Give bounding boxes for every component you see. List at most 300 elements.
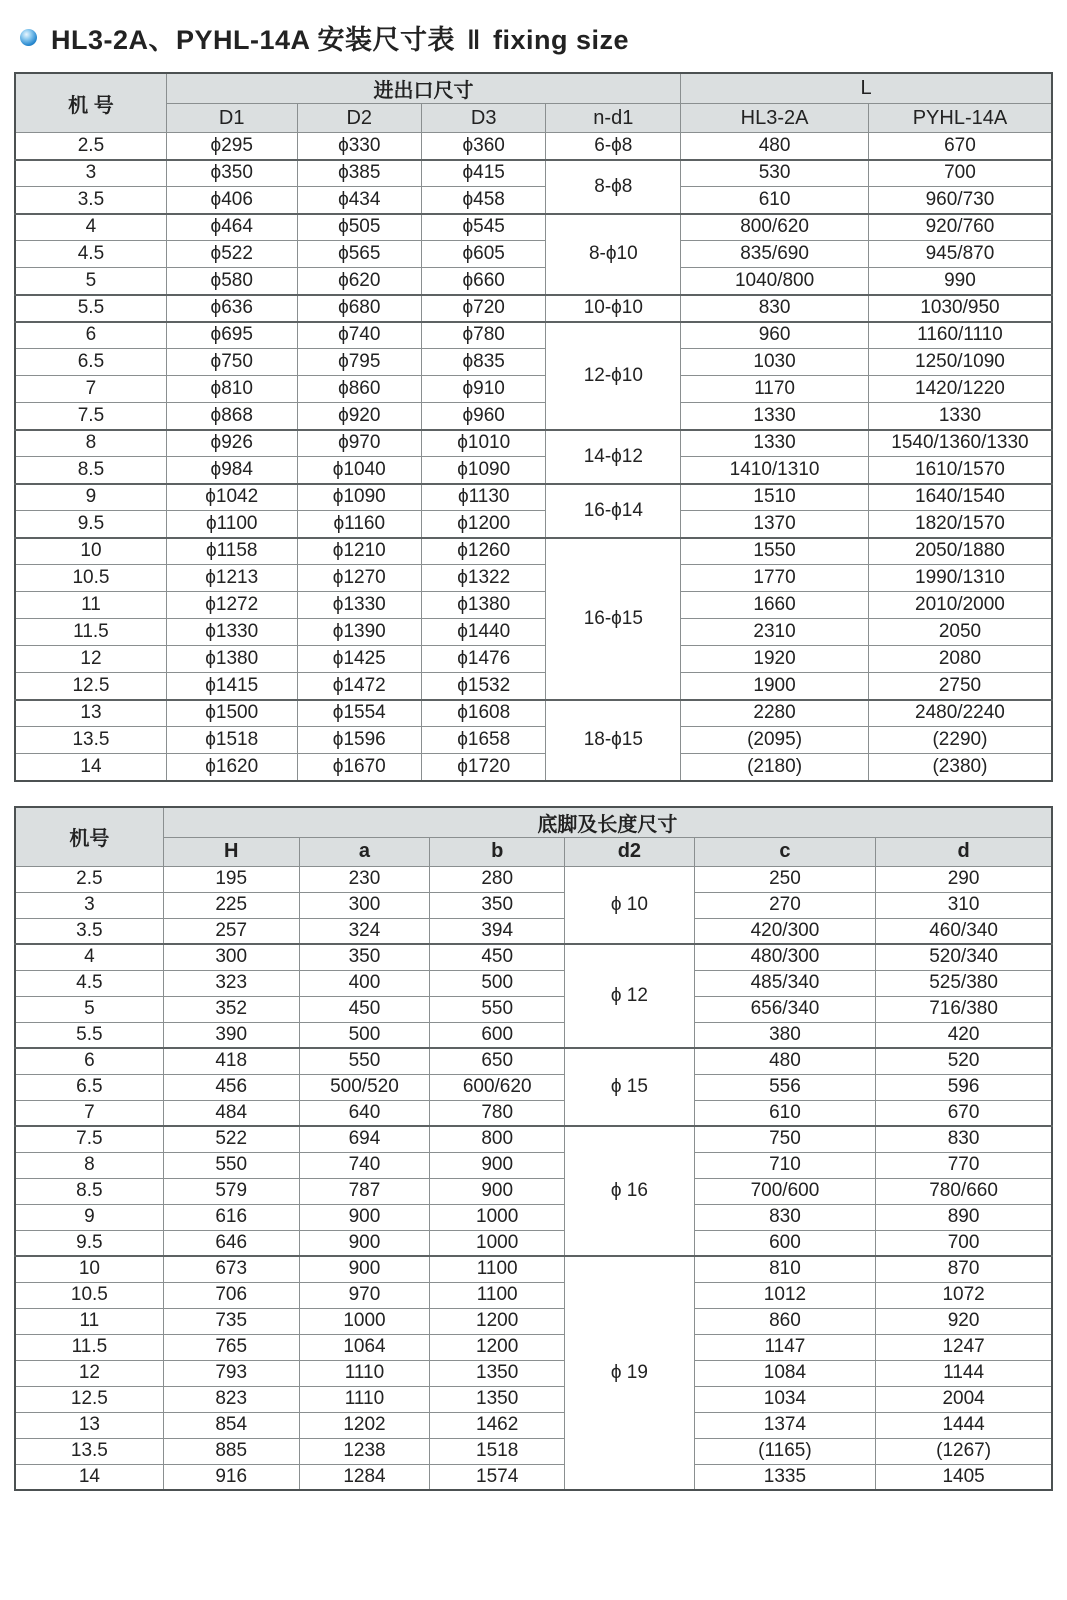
cell-d1: ϕ1158 (166, 538, 297, 565)
cell-d3: ϕ1260 (421, 538, 545, 565)
cell-d3: ϕ1130 (421, 484, 545, 511)
header-b: b (430, 837, 565, 866)
cell-l1: 1900 (681, 673, 869, 700)
cell-d1: ϕ695 (166, 322, 297, 349)
cell-c: 710 (694, 1152, 875, 1178)
header-d2: D2 (297, 104, 421, 133)
cell-l1: 1170 (681, 376, 869, 403)
cell-d2-group: ϕ 15 (565, 1048, 695, 1126)
cell-b: 500 (430, 970, 565, 996)
cell-b: 1350 (430, 1360, 565, 1386)
cell-b: 1100 (430, 1282, 565, 1308)
header-machine-no: 机 号 (15, 73, 166, 133)
cell-d1: ϕ1330 (166, 619, 297, 646)
cell-no: 10.5 (15, 565, 166, 592)
table-row (15, 565, 1052, 592)
cell-d3: ϕ458 (421, 187, 545, 214)
cell-d: 890 (876, 1204, 1052, 1230)
cell-d2: ϕ740 (297, 322, 421, 349)
cell-h: 916 (163, 1464, 299, 1490)
title-main: HL3-2A、PYHL-14A 安装尺寸表 (51, 25, 456, 55)
cell-no: 8 (15, 430, 166, 457)
table-row (15, 349, 1052, 376)
header-l: L (681, 73, 1052, 104)
cell-d3: ϕ1380 (421, 592, 545, 619)
cell-no: 9 (15, 1204, 163, 1230)
table-row (15, 1308, 1052, 1334)
cell-no: 6.5 (15, 1074, 163, 1100)
cell-l2: 2080 (868, 646, 1052, 673)
cell-d1: ϕ1100 (166, 511, 297, 538)
cell-nd1-group: 14-ϕ12 (546, 430, 681, 484)
table-row (15, 268, 1052, 295)
cell-l2: 1640/1540 (868, 484, 1052, 511)
cell-h: 579 (163, 1178, 299, 1204)
cell-d2-group: ϕ 16 (565, 1126, 695, 1256)
cell-a: 450 (299, 996, 430, 1022)
cell-d: 1444 (876, 1412, 1052, 1438)
cell-d2: ϕ1472 (297, 673, 421, 700)
cell-h: 706 (163, 1282, 299, 1308)
table-row (15, 970, 1052, 996)
cell-d1: ϕ1042 (166, 484, 297, 511)
cell-d3: ϕ720 (421, 295, 545, 322)
cell-c: 480/300 (694, 944, 875, 970)
table-row (15, 727, 1052, 754)
cell-a: 694 (299, 1126, 430, 1152)
cell-c: 810 (694, 1256, 875, 1282)
cell-l2: (2380) (868, 754, 1052, 781)
cell-h: 418 (163, 1048, 299, 1074)
cell-nd1-group: 10-ϕ10 (546, 295, 681, 322)
table-header-row (15, 807, 1052, 838)
cell-c: 270 (694, 892, 875, 918)
cell-d3: ϕ960 (421, 403, 545, 430)
cell-c: (1165) (694, 1438, 875, 1464)
cell-b: 1350 (430, 1386, 565, 1412)
cell-b: 1200 (430, 1334, 565, 1360)
cell-c: 485/340 (694, 970, 875, 996)
header-c: c (694, 837, 875, 866)
table-row (15, 538, 1052, 565)
cell-a: 230 (299, 866, 430, 892)
table-row (15, 1438, 1052, 1464)
cell-no: 5.5 (15, 1022, 163, 1048)
cell-no: 13.5 (15, 1438, 163, 1464)
cell-no: 4.5 (15, 970, 163, 996)
cell-l1: 530 (681, 160, 869, 187)
cell-l1: 800/620 (681, 214, 869, 241)
cell-nd1-group: 18-ϕ15 (546, 700, 681, 781)
cell-c: 750 (694, 1126, 875, 1152)
cell-no: 12 (15, 1360, 163, 1386)
cell-no: 10.5 (15, 1282, 163, 1308)
table-row (15, 376, 1052, 403)
cell-nd1-group: 6-ϕ8 (546, 133, 681, 160)
cell-d: 1144 (876, 1360, 1052, 1386)
cell-b: 1000 (430, 1204, 565, 1230)
cell-d2: ϕ385 (297, 160, 421, 187)
cell-d: 1405 (876, 1464, 1052, 1490)
cell-d1: ϕ1518 (166, 727, 297, 754)
table-row (15, 187, 1052, 214)
table-row (15, 1178, 1052, 1204)
cell-no: 7.5 (15, 1126, 163, 1152)
cell-d3: ϕ545 (421, 214, 545, 241)
table-row (15, 295, 1052, 322)
table-row (15, 1230, 1052, 1256)
table-row (15, 1334, 1052, 1360)
cell-d1: ϕ984 (166, 457, 297, 484)
cell-c: 610 (694, 1100, 875, 1126)
cell-l2: 960/730 (868, 187, 1052, 214)
cell-l1: 2280 (681, 700, 869, 727)
cell-no: 12.5 (15, 673, 166, 700)
cell-no: 7.5 (15, 403, 166, 430)
cell-l2: (2290) (868, 727, 1052, 754)
cell-d1: ϕ1380 (166, 646, 297, 673)
table-row (15, 403, 1052, 430)
cell-d2: ϕ680 (297, 295, 421, 322)
cell-d1: ϕ295 (166, 133, 297, 160)
cell-h: 854 (163, 1412, 299, 1438)
cell-d1: ϕ810 (166, 376, 297, 403)
cell-d: 520 (876, 1048, 1052, 1074)
cell-d3: ϕ1322 (421, 565, 545, 592)
cell-no: 5 (15, 268, 166, 295)
table-row (15, 457, 1052, 484)
cell-no: 8 (15, 1152, 163, 1178)
cell-no: 9.5 (15, 1230, 163, 1256)
cell-l1: 960 (681, 322, 869, 349)
title-sub: fixing size (492, 25, 630, 55)
cell-c: 1335 (694, 1464, 875, 1490)
table-row (15, 430, 1052, 457)
cell-c: 700/600 (694, 1178, 875, 1204)
cell-d3: ϕ835 (421, 349, 545, 376)
cell-d2: ϕ1670 (297, 754, 421, 781)
cell-h: 195 (163, 866, 299, 892)
cell-d: 870 (876, 1256, 1052, 1282)
cell-d: 920 (876, 1308, 1052, 1334)
cell-d3: ϕ1658 (421, 727, 545, 754)
cell-l2: 1030/950 (868, 295, 1052, 322)
cell-nd1-group: 8-ϕ8 (546, 160, 681, 214)
cell-l1: 1770 (681, 565, 869, 592)
table-row (15, 754, 1052, 781)
cell-h: 793 (163, 1360, 299, 1386)
cell-b: 394 (430, 918, 565, 944)
cell-d3: ϕ1440 (421, 619, 545, 646)
cell-l2: 1250/1090 (868, 349, 1052, 376)
cell-b: 1100 (430, 1256, 565, 1282)
cell-a: 1064 (299, 1334, 430, 1360)
cell-no: 3 (15, 160, 166, 187)
cell-no: 7 (15, 376, 166, 403)
cell-b: 900 (430, 1178, 565, 1204)
cell-b: 550 (430, 996, 565, 1022)
cell-h: 522 (163, 1126, 299, 1152)
cell-b: 600 (430, 1022, 565, 1048)
cell-c: 1034 (694, 1386, 875, 1412)
cell-b: 280 (430, 866, 565, 892)
cell-d: 460/340 (876, 918, 1052, 944)
cell-l2: 700 (868, 160, 1052, 187)
cell-d3: ϕ415 (421, 160, 545, 187)
cell-no: 9 (15, 484, 166, 511)
cell-l2: 670 (868, 133, 1052, 160)
cell-b: 780 (430, 1100, 565, 1126)
cell-a: 550 (299, 1048, 430, 1074)
header-d3: D3 (421, 104, 545, 133)
cell-no: 4.5 (15, 241, 166, 268)
cell-d1: ϕ1620 (166, 754, 297, 781)
header-inlet-outlet-size: 进出口尺寸 (166, 73, 680, 104)
cell-l2: 1160/1110 (868, 322, 1052, 349)
table-row (15, 592, 1052, 619)
cell-no: 12.5 (15, 1386, 163, 1412)
header-h: H (163, 837, 299, 866)
cell-b: 1000 (430, 1230, 565, 1256)
header-pyhl-14a: PYHL-14A (868, 104, 1052, 133)
cell-l2: 1990/1310 (868, 565, 1052, 592)
cell-l2: 2480/2240 (868, 700, 1052, 727)
cell-d3: ϕ910 (421, 376, 545, 403)
cell-d: 700 (876, 1230, 1052, 1256)
cell-d1: ϕ636 (166, 295, 297, 322)
cell-d2: ϕ920 (297, 403, 421, 430)
cell-h: 885 (163, 1438, 299, 1464)
cell-d: 520/340 (876, 944, 1052, 970)
cell-a: 324 (299, 918, 430, 944)
cell-c: 1084 (694, 1360, 875, 1386)
cell-d2: ϕ795 (297, 349, 421, 376)
cell-d: 525/380 (876, 970, 1052, 996)
cell-b: 800 (430, 1126, 565, 1152)
cell-d: 310 (876, 892, 1052, 918)
cell-h: 257 (163, 918, 299, 944)
page-header (20, 18, 1053, 57)
table-row (15, 1152, 1052, 1178)
table-row (15, 944, 1052, 970)
cell-a: 970 (299, 1282, 430, 1308)
table-subheader-row (15, 837, 1052, 866)
cell-d1: ϕ1272 (166, 592, 297, 619)
cell-no: 5 (15, 996, 163, 1022)
table-row (15, 892, 1052, 918)
cell-b: 450 (430, 944, 565, 970)
cell-h: 323 (163, 970, 299, 996)
cell-d2: ϕ1596 (297, 727, 421, 754)
cell-h: 673 (163, 1256, 299, 1282)
cell-d2: ϕ1390 (297, 619, 421, 646)
cell-d3: ϕ605 (421, 241, 545, 268)
cell-c: 1374 (694, 1412, 875, 1438)
cell-d1: ϕ350 (166, 160, 297, 187)
cell-d: (1267) (876, 1438, 1052, 1464)
cell-no: 14 (15, 754, 166, 781)
table-header-row (15, 73, 1052, 104)
header-d1: D1 (166, 104, 297, 133)
cell-l1: 1550 (681, 538, 869, 565)
cell-b: 1518 (430, 1438, 565, 1464)
cell-l1: 835/690 (681, 241, 869, 268)
header-d2: d2 (565, 837, 695, 866)
cell-a: 900 (299, 1204, 430, 1230)
cell-nd1-group: 16-ϕ15 (546, 538, 681, 700)
table-row (15, 866, 1052, 892)
table-row (15, 214, 1052, 241)
table-row (15, 160, 1052, 187)
cell-h: 616 (163, 1204, 299, 1230)
cell-d: 830 (876, 1126, 1052, 1152)
cell-d2: ϕ1090 (297, 484, 421, 511)
cell-d2: ϕ1270 (297, 565, 421, 592)
cell-l2: 2010/2000 (868, 592, 1052, 619)
cell-d2: ϕ1554 (297, 700, 421, 727)
cell-d: 290 (876, 866, 1052, 892)
cell-l1: 1660 (681, 592, 869, 619)
cell-d1: ϕ1213 (166, 565, 297, 592)
table-row (15, 511, 1052, 538)
cell-l2: 1540/1360/1330 (868, 430, 1052, 457)
cell-d: 670 (876, 1100, 1052, 1126)
cell-no: 6 (15, 322, 166, 349)
cell-h: 823 (163, 1386, 299, 1412)
cell-h: 456 (163, 1074, 299, 1100)
cell-l1: (2095) (681, 727, 869, 754)
cell-no: 11.5 (15, 619, 166, 646)
cell-d1: ϕ868 (166, 403, 297, 430)
cell-a: 1000 (299, 1308, 430, 1334)
cell-c: 1012 (694, 1282, 875, 1308)
cell-d: 2004 (876, 1386, 1052, 1412)
cell-b: 900 (430, 1152, 565, 1178)
table-row (15, 918, 1052, 944)
cell-d3: ϕ1476 (421, 646, 545, 673)
cell-no: 5.5 (15, 295, 166, 322)
cell-l2: 1330 (868, 403, 1052, 430)
cell-b: 600/620 (430, 1074, 565, 1100)
cell-d2: ϕ1040 (297, 457, 421, 484)
cell-l2: 1610/1570 (868, 457, 1052, 484)
cell-l1: 1330 (681, 403, 869, 430)
cell-d3: ϕ780 (421, 322, 545, 349)
cell-no: 2.5 (15, 133, 166, 160)
cell-c: 860 (694, 1308, 875, 1334)
cell-l2: 945/870 (868, 241, 1052, 268)
cell-a: 1110 (299, 1386, 430, 1412)
cell-c: 1147 (694, 1334, 875, 1360)
cell-d3: ϕ1532 (421, 673, 545, 700)
table-subheader-row (15, 104, 1052, 133)
table-row (15, 1022, 1052, 1048)
cell-no: 13 (15, 700, 166, 727)
cell-nd1-group: 8-ϕ10 (546, 214, 681, 295)
blue-dot-icon (20, 29, 37, 46)
cell-h: 765 (163, 1334, 299, 1360)
cell-d3: ϕ1608 (421, 700, 545, 727)
cell-d2: ϕ505 (297, 214, 421, 241)
cell-a: 300 (299, 892, 430, 918)
cell-d1: ϕ522 (166, 241, 297, 268)
table-row (15, 1048, 1052, 1074)
cell-a: 900 (299, 1230, 430, 1256)
cell-d2: ϕ1425 (297, 646, 421, 673)
cell-l1: 1410/1310 (681, 457, 869, 484)
cell-d1: ϕ926 (166, 430, 297, 457)
table-row (15, 1412, 1052, 1438)
table-row (15, 1464, 1052, 1490)
cell-l2: 920/760 (868, 214, 1052, 241)
cell-no: 7 (15, 1100, 163, 1126)
cell-no: 13.5 (15, 727, 166, 754)
cell-d1: ϕ464 (166, 214, 297, 241)
cell-no: 11 (15, 592, 166, 619)
cell-d2: ϕ620 (297, 268, 421, 295)
table-row (15, 1074, 1052, 1100)
cell-a: 787 (299, 1178, 430, 1204)
cell-no: 14 (15, 1464, 163, 1490)
cell-d2: ϕ860 (297, 376, 421, 403)
cell-a: 1110 (299, 1360, 430, 1386)
cell-l2: 990 (868, 268, 1052, 295)
cell-c: 600 (694, 1230, 875, 1256)
cell-no: 8.5 (15, 1178, 163, 1204)
cell-no: 10 (15, 1256, 163, 1282)
cell-no: 3.5 (15, 918, 163, 944)
title-divider-icon: ‖ (467, 25, 481, 55)
cell-no: 4 (15, 944, 163, 970)
cell-d2: ϕ1330 (297, 592, 421, 619)
cell-no: 6.5 (15, 349, 166, 376)
cell-no: 4 (15, 214, 166, 241)
table-row (15, 619, 1052, 646)
cell-h: 646 (163, 1230, 299, 1256)
cell-no: 3 (15, 892, 163, 918)
cell-d: 716/380 (876, 996, 1052, 1022)
cell-no: 11.5 (15, 1334, 163, 1360)
table-row (15, 1100, 1052, 1126)
table-row (15, 241, 1052, 268)
cell-l2: 2050/1880 (868, 538, 1052, 565)
cell-d1: ϕ750 (166, 349, 297, 376)
cell-l2: 2750 (868, 673, 1052, 700)
cell-a: 350 (299, 944, 430, 970)
cell-no: 12 (15, 646, 166, 673)
cell-d2-group: ϕ 10 (565, 866, 695, 944)
table-row (15, 996, 1052, 1022)
cell-l1: 1510 (681, 484, 869, 511)
cell-d1: ϕ580 (166, 268, 297, 295)
table-row (15, 1204, 1052, 1230)
header-n-d1: n-d1 (546, 104, 681, 133)
cell-d2-group: ϕ 12 (565, 944, 695, 1048)
cell-d: 596 (876, 1074, 1052, 1100)
cell-d3: ϕ1720 (421, 754, 545, 781)
cell-l1: 1920 (681, 646, 869, 673)
table-row (15, 322, 1052, 349)
cell-d1: ϕ406 (166, 187, 297, 214)
table-row (15, 1256, 1052, 1282)
table-row (15, 646, 1052, 673)
cell-b: 650 (430, 1048, 565, 1074)
cell-c: 556 (694, 1074, 875, 1100)
cell-d2: ϕ565 (297, 241, 421, 268)
cell-c: 420/300 (694, 918, 875, 944)
cell-a: 1238 (299, 1438, 430, 1464)
cell-a: 500 (299, 1022, 430, 1048)
